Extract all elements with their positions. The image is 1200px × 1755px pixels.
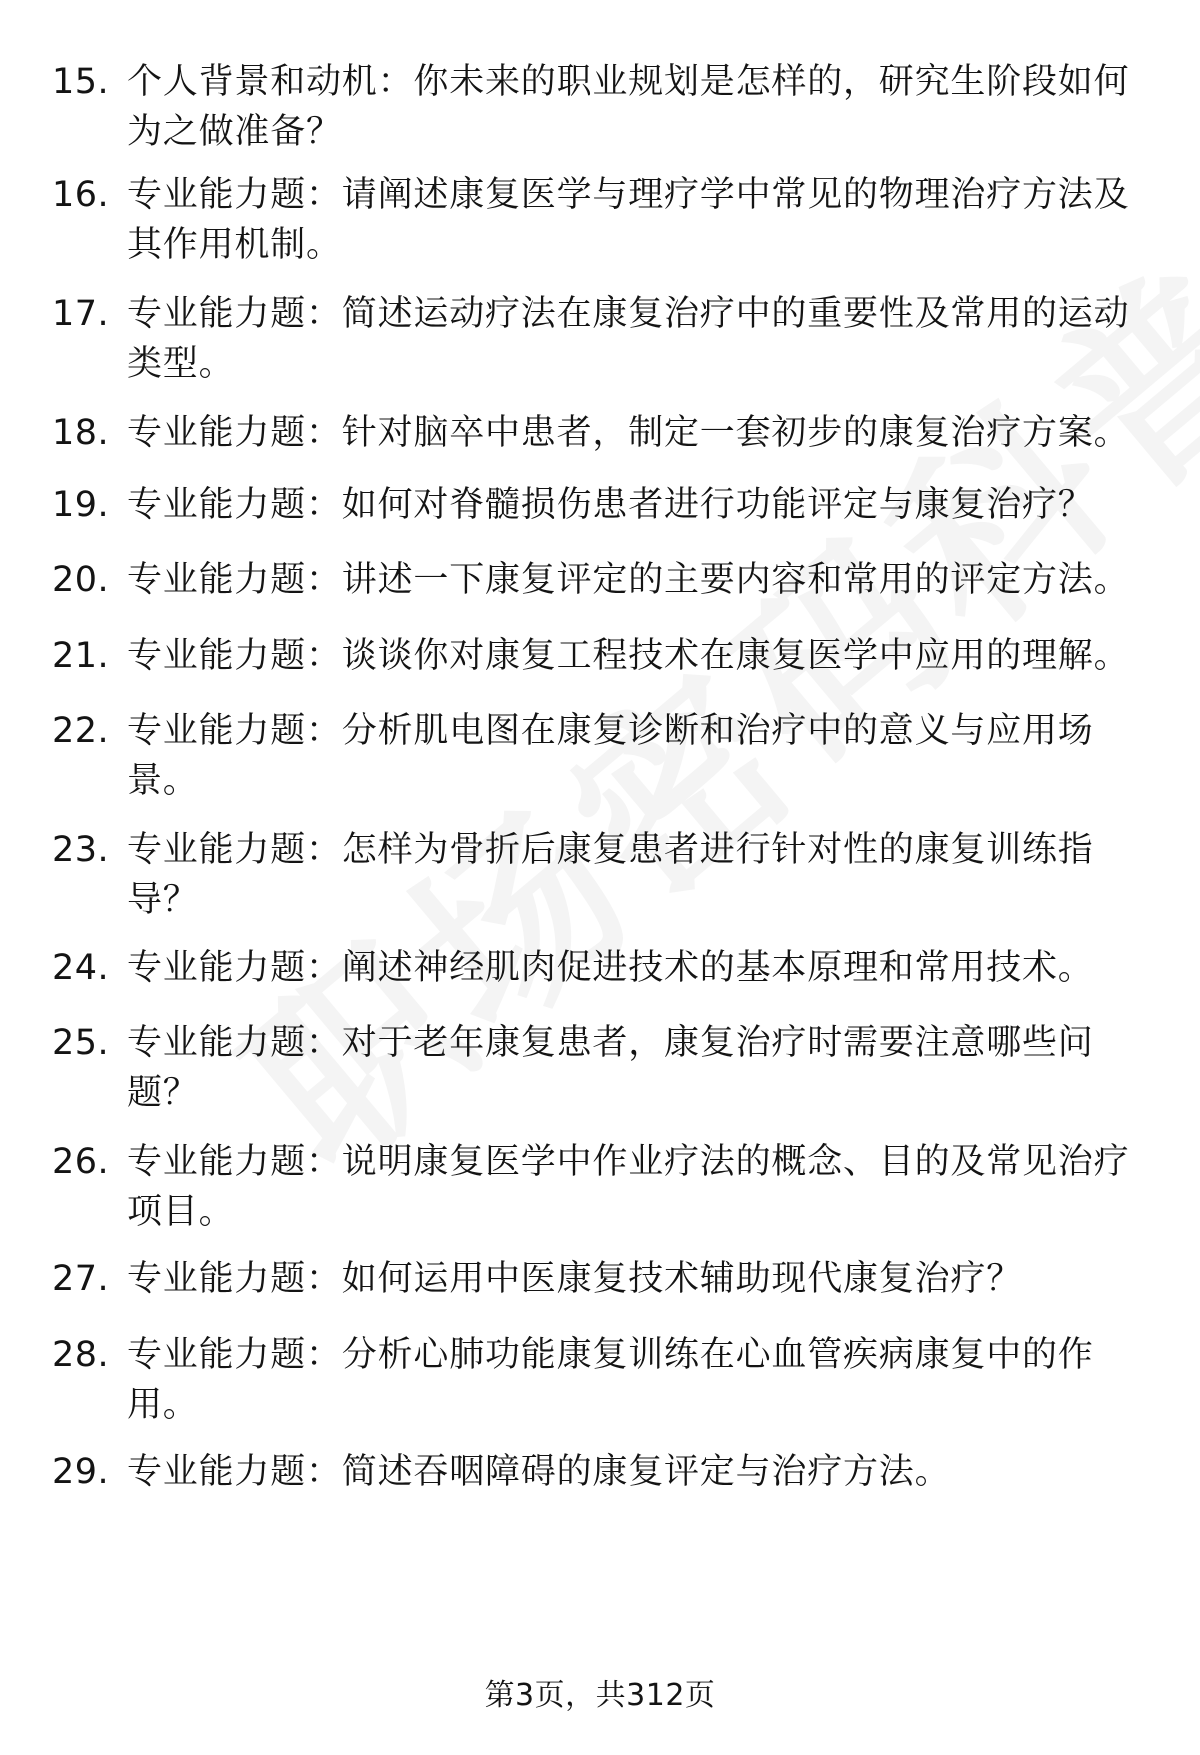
question-text: 专业能力题：说明康复医学中作业疗法的概念、目的及常见治疗项目。 [127, 1142, 1130, 1232]
question-number: 21. [52, 636, 110, 676]
question-text: 专业能力题：针对脑卒中患者，制定一套初步的康复治疗方案。 [127, 413, 1130, 453]
question-number: 25. [52, 1023, 110, 1063]
question-text: 专业能力题：怎样为骨折后康复患者进行针对性的康复训练指导？ [127, 830, 1094, 920]
question-text: 专业能力题：讲述一下康复评定的主要内容和常用的评定方法。 [127, 560, 1130, 600]
question-number: 19. [52, 485, 110, 525]
question-number: 18. [52, 413, 110, 453]
question-number: 22. [52, 711, 110, 751]
question-number: 23. [52, 830, 110, 870]
question-number: 29. [52, 1452, 110, 1492]
question-number: 20. [52, 560, 110, 600]
question-number: 17. [52, 294, 110, 334]
question-text: 专业能力题：如何运用中医康复技术辅助现代康复治疗？ [127, 1259, 1023, 1299]
question-text: 个人背景和动机：你未来的职业规划是怎样的，研究生阶段如何为之做准备？ [127, 62, 1130, 152]
question-text: 专业能力题：如何对脊髓损伤患者进行功能评定与康复治疗？ [127, 485, 1094, 525]
question-text: 专业能力题：对于老年康复患者，康复治疗时需要注意哪些问题？ [127, 1023, 1094, 1113]
question-number: 24. [52, 948, 110, 988]
question-number: 15. [52, 62, 110, 102]
question-text: 专业能力题：阐述神经肌肉促进技术的基本原理和常用技术。 [127, 948, 1094, 988]
question-number: 27. [52, 1259, 110, 1299]
question-text: 专业能力题：分析肌电图在康复诊断和治疗中的意义与应用场景。 [127, 711, 1094, 801]
question-number: 16. [52, 175, 110, 215]
question-number: 28. [52, 1335, 110, 1375]
question-text: 专业能力题：谈谈你对康复工程技术在康复医学中应用的理解。 [127, 636, 1130, 676]
question-text: 专业能力题：请阐述康复医学与理疗学中常见的物理治疗方法及其作用机制。 [127, 175, 1130, 265]
question-number: 26. [52, 1142, 110, 1182]
question-text: 专业能力题：分析心肺功能康复训练在心血管疾病康复中的作用。 [127, 1335, 1094, 1425]
question-text: 专业能力题：简述吞咽障碍的康复评定与治疗方法。 [127, 1452, 951, 1492]
question-text: 专业能力题：简述运动疗法在康复治疗中的重要性及常用的运动类型。 [127, 294, 1130, 384]
page-number-footer: 第3页，共312页 [484, 1678, 716, 1713]
